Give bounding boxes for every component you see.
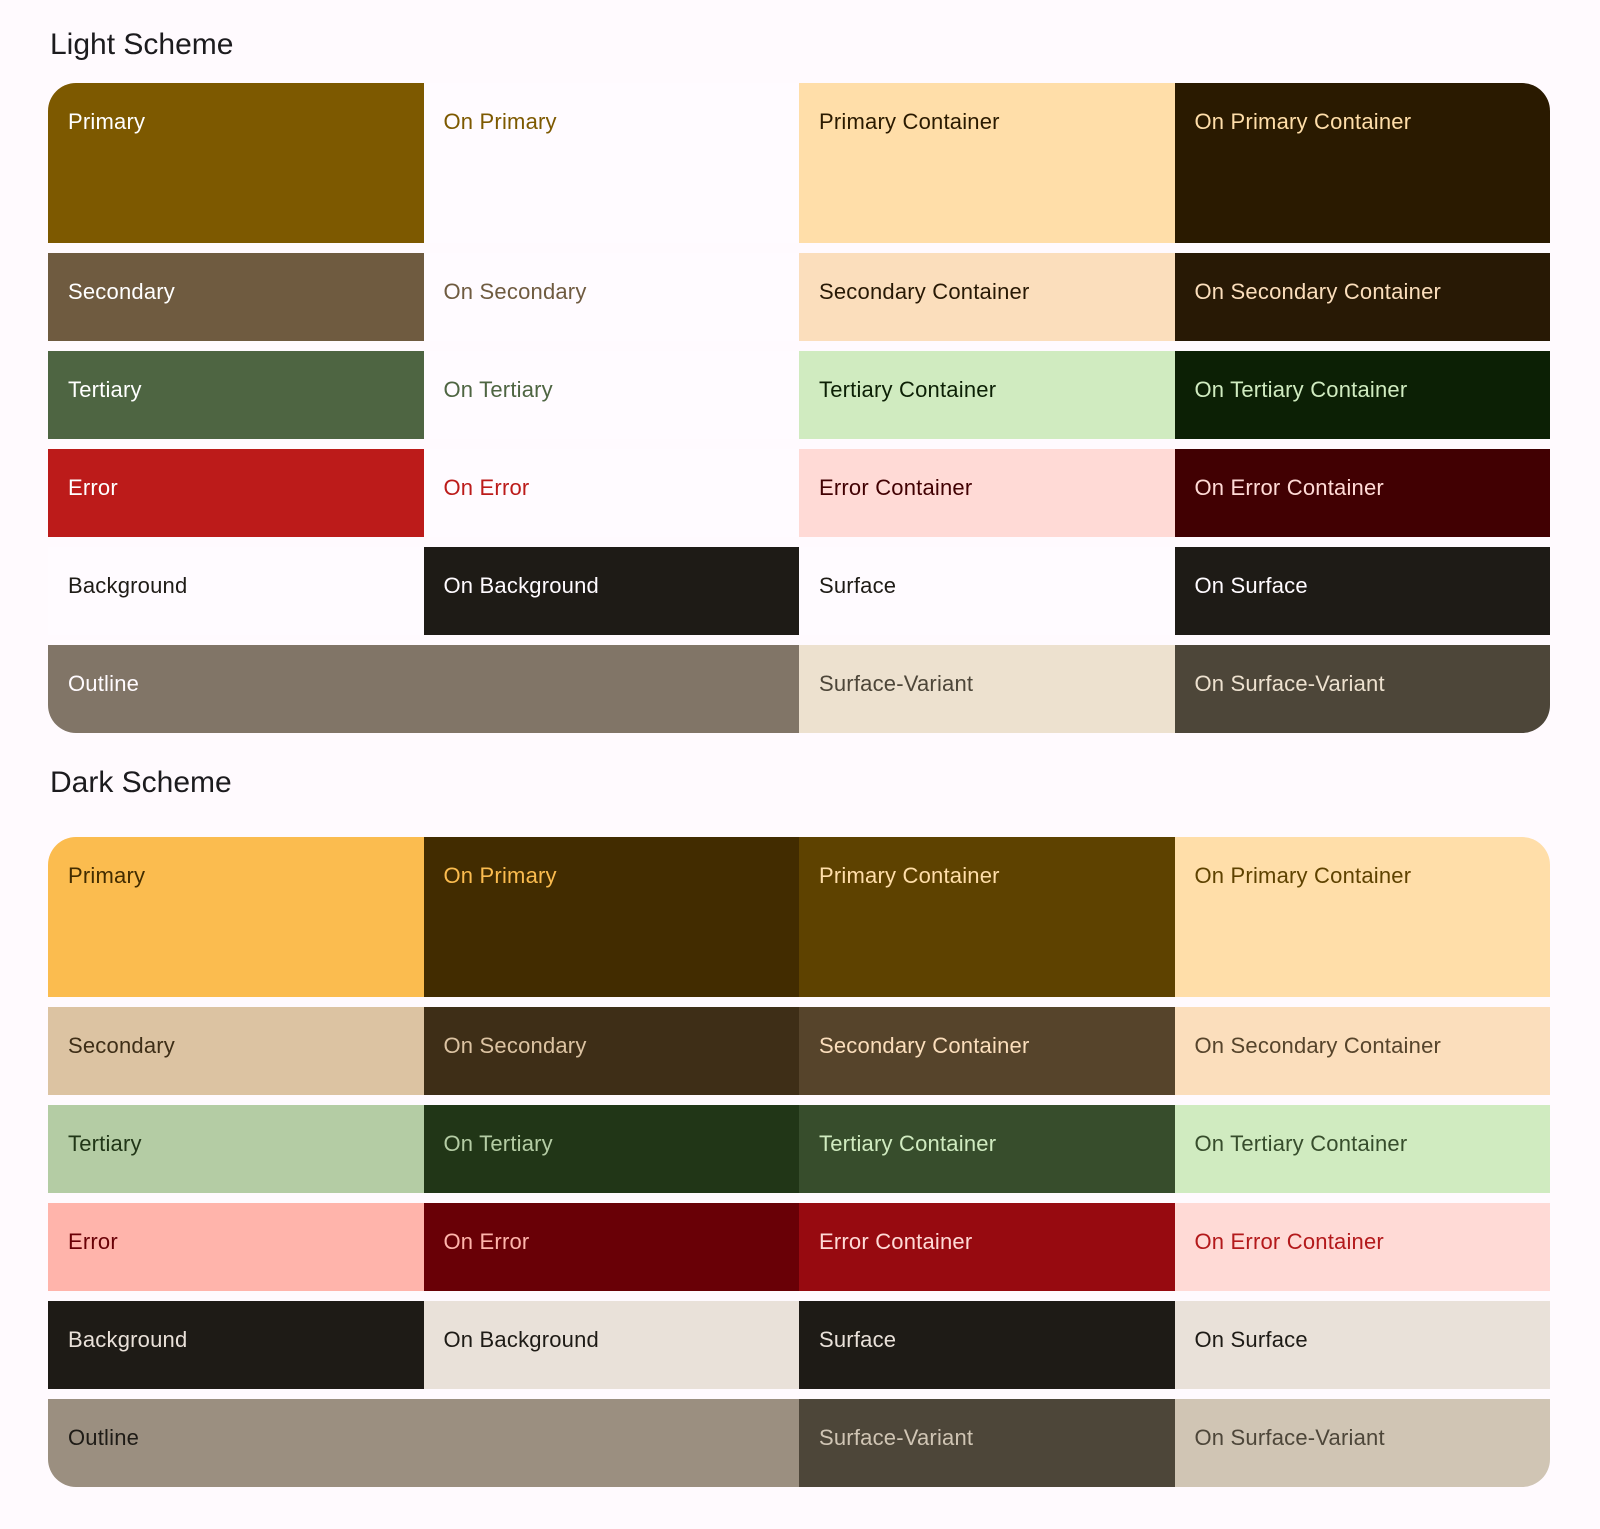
swatch-label: On Secondary	[443, 279, 587, 304]
swatch-label: Surface	[819, 1327, 897, 1352]
color-swatch-on-secondary	[424, 253, 800, 341]
color-swatch-tertiary-container	[799, 1105, 1175, 1193]
swatch-label: On Error	[443, 1229, 530, 1254]
dark-scheme-grid	[48, 837, 1550, 1487]
swatch-label: Background	[68, 1327, 188, 1352]
color-swatch-on-surface	[1175, 547, 1551, 635]
swatch-label: On Secondary Container	[1194, 279, 1442, 304]
swatch-label: On Surface-Variant	[1194, 671, 1385, 696]
color-swatch-on-error	[424, 1203, 800, 1291]
swatch-label: Error Container	[819, 475, 973, 500]
light-scheme-grid	[48, 83, 1550, 733]
color-swatch-background	[48, 547, 424, 635]
color-swatch-error-container	[799, 1203, 1175, 1291]
swatch-label: Surface-Variant	[819, 1425, 974, 1450]
color-swatch-error-container	[799, 449, 1175, 537]
swatch-label: On Surface	[1194, 1327, 1308, 1352]
light-scheme-title-wrap	[48, 0, 1550, 83]
color-swatch-tertiary	[48, 351, 424, 439]
swatch-label: Surface	[819, 573, 897, 598]
swatch-label: On Secondary	[443, 1033, 587, 1058]
swatch-label: Secondary Container	[819, 279, 1030, 304]
color-swatch-on-background	[424, 547, 800, 635]
swatch-label: On Primary Container	[1194, 109, 1412, 134]
color-swatch-secondary	[48, 253, 424, 341]
swatch-label: On Primary Container	[1194, 863, 1412, 888]
swatch-label: Secondary	[68, 1033, 175, 1058]
swatch-label: On Surface	[1194, 573, 1308, 598]
color-swatch-outline	[48, 1399, 799, 1487]
swatch-label: On Tertiary Container	[1194, 377, 1408, 402]
dark-scheme-title-wrap	[48, 733, 1550, 837]
swatch-label: On Tertiary	[443, 1131, 553, 1156]
color-swatch-on-tertiary-container	[1175, 351, 1551, 439]
color-swatch-background	[48, 1301, 424, 1389]
color-swatch-on-surface	[1175, 1301, 1551, 1389]
color-swatch-surface-variant	[799, 1399, 1175, 1487]
swatch-label: Tertiary	[68, 1131, 142, 1156]
swatch-label: Outline	[68, 671, 140, 696]
color-swatch-error	[48, 1203, 424, 1291]
swatch-label: Error Container	[819, 1229, 973, 1254]
color-swatch-on-tertiary	[424, 1105, 800, 1193]
color-swatch-on-surface-variant	[1175, 645, 1551, 733]
swatch-label: Background	[68, 573, 188, 598]
color-swatch-on-primary-container	[1175, 83, 1551, 243]
color-swatch-on-secondary-container	[1175, 1007, 1551, 1095]
swatch-label: On Surface-Variant	[1194, 1425, 1385, 1450]
swatch-label: Tertiary Container	[819, 377, 997, 402]
swatch-label: Primary Container	[819, 109, 1000, 134]
color-swatch-primary	[48, 837, 424, 997]
swatch-label: Primary	[68, 863, 146, 888]
dark-scheme-section	[48, 733, 1550, 1487]
color-swatch-secondary	[48, 1007, 424, 1095]
color-swatch-on-primary	[424, 83, 800, 243]
light-scheme-title: Light Scheme	[50, 28, 234, 61]
color-swatch-on-surface-variant	[1175, 1399, 1551, 1487]
color-swatch-on-error-container	[1175, 449, 1551, 537]
swatch-label: On Tertiary Container	[1194, 1131, 1408, 1156]
swatch-label: On Error Container	[1194, 1229, 1384, 1254]
swatch-label: Tertiary	[68, 377, 142, 402]
color-swatch-primary	[48, 83, 424, 243]
color-swatch-primary-container	[799, 83, 1175, 243]
swatch-label: Primary Container	[819, 863, 1000, 888]
color-swatch-on-secondary	[424, 1007, 800, 1095]
color-swatch-surface-variant	[799, 645, 1175, 733]
color-swatch-on-tertiary-container	[1175, 1105, 1551, 1193]
color-swatch-on-secondary-container	[1175, 253, 1551, 341]
swatch-label: Primary	[68, 109, 146, 134]
light-scheme-section	[48, 0, 1550, 733]
color-swatch-on-primary	[424, 837, 800, 997]
swatch-label: On Primary	[443, 863, 557, 888]
color-swatch-secondary-container	[799, 1007, 1175, 1095]
swatch-label: Error	[68, 475, 118, 500]
color-swatch-primary-container	[799, 837, 1175, 997]
swatch-label: On Background	[443, 573, 599, 598]
swatch-label: On Secondary Container	[1194, 1033, 1442, 1058]
swatch-label: Outline	[68, 1425, 140, 1450]
color-swatch-surface	[799, 547, 1175, 635]
color-swatch-on-primary-container	[1175, 837, 1551, 997]
swatch-label: Surface-Variant	[819, 671, 974, 696]
swatch-label: On Tertiary	[443, 377, 553, 402]
swatch-label: On Primary	[443, 109, 557, 134]
dark-scheme-title: Dark Scheme	[50, 766, 232, 799]
swatch-label: On Error	[443, 475, 530, 500]
color-swatch-on-tertiary	[424, 351, 800, 439]
color-swatch-on-error-container	[1175, 1203, 1551, 1291]
swatch-label: Tertiary Container	[819, 1131, 997, 1156]
color-swatch-tertiary	[48, 1105, 424, 1193]
swatch-label: Secondary	[68, 279, 175, 304]
color-swatch-error	[48, 449, 424, 537]
swatch-label: Secondary Container	[819, 1033, 1030, 1058]
swatch-label: On Error Container	[1194, 475, 1384, 500]
swatch-label: Error	[68, 1229, 118, 1254]
color-swatch-on-background	[424, 1301, 800, 1389]
color-swatch-secondary-container	[799, 253, 1175, 341]
swatch-label: On Background	[443, 1327, 599, 1352]
color-swatch-surface	[799, 1301, 1175, 1389]
color-swatch-outline	[48, 645, 799, 733]
color-swatch-tertiary-container	[799, 351, 1175, 439]
color-swatch-on-error	[424, 449, 800, 537]
